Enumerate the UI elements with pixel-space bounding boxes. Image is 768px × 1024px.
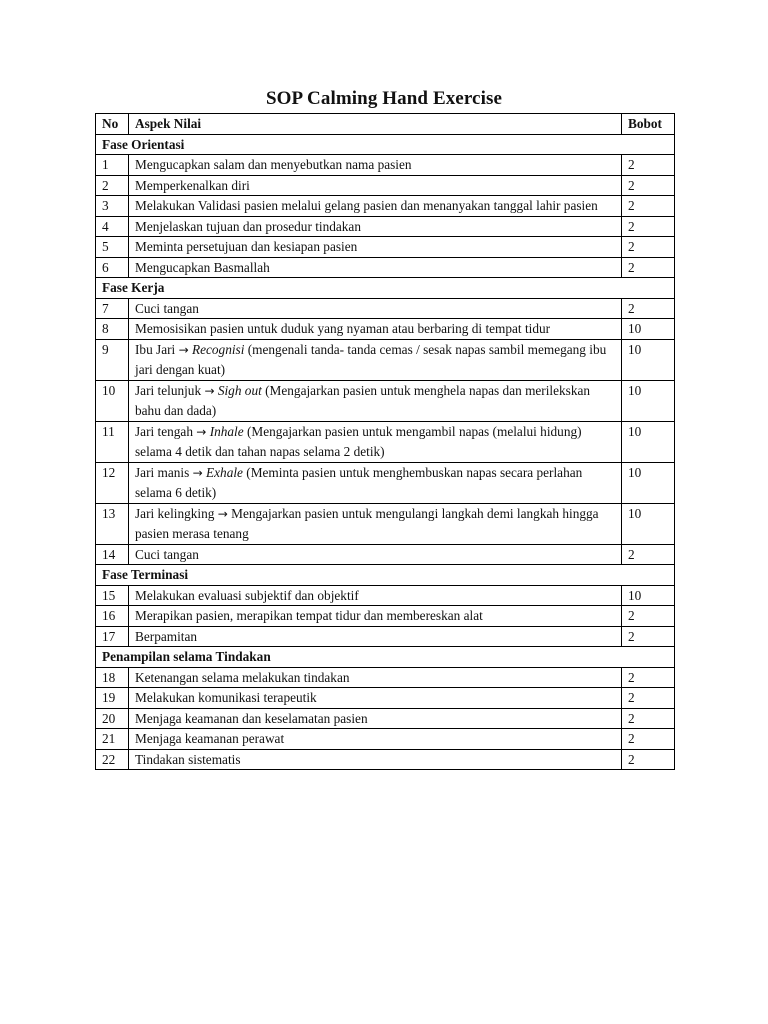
table-row xyxy=(96,667,675,688)
finger-name: Jari manis xyxy=(135,464,190,480)
row-aspek-nilai: Tindakan sistematis xyxy=(129,749,622,770)
row-bobot: 2 xyxy=(622,196,675,217)
row-bobot: 2 xyxy=(622,667,675,688)
row-number: 14 xyxy=(96,544,129,565)
row-number: 20 xyxy=(96,708,129,729)
table-row xyxy=(96,196,675,217)
row-aspek-nilai: Menjelaskan tujuan dan prosedur tindakan xyxy=(129,216,622,237)
technique-description: (Meminta pasien untuk menghembuskan napas secara perlahan selama 6 detik) xyxy=(135,464,583,500)
row-bobot: 2 xyxy=(622,216,675,237)
row-number: 16 xyxy=(96,606,129,627)
table-row xyxy=(96,175,675,196)
row-bobot: 10 xyxy=(622,339,675,380)
row-bobot: 2 xyxy=(622,749,675,770)
row-number: 4 xyxy=(96,216,129,237)
row-bobot: 2 xyxy=(622,626,675,647)
row-bobot: 2 xyxy=(622,544,675,565)
row-aspek-nilai: Mengucapkan Basmallah xyxy=(129,257,622,278)
section-row xyxy=(96,278,675,299)
row-bobot: 2 xyxy=(622,155,675,176)
technique-description: (Mengajarkan pasien untuk mengambil napas (melalui hidung) selama 4 detik dan tahan napas selama 2 detik) xyxy=(135,423,582,459)
arrow-right-icon: → xyxy=(178,342,189,357)
row-aspek-nilai: Menjaga keamanan perawat xyxy=(129,729,622,750)
section-row xyxy=(96,134,675,155)
technique-description: Mengajarkan pasien untuk mengulangi langkah demi langkah hingga pasien merasa tenang xyxy=(135,505,599,541)
row-aspek-nilai: Melakukan evaluasi subjektif dan objektif xyxy=(129,585,622,606)
row-bobot: 2 xyxy=(622,606,675,627)
finger-name: Jari tengah xyxy=(135,423,193,439)
row-number: 15 xyxy=(96,585,129,606)
header-aspek-nilai: Aspek Nilai xyxy=(129,114,622,135)
header-no: No xyxy=(96,114,129,135)
technique-term: Inhale xyxy=(209,423,244,439)
finger-name: Ibu Jari xyxy=(135,341,176,357)
row-bobot: 2 xyxy=(622,708,675,729)
row-bobot: 10 xyxy=(622,319,675,340)
technique-term: Recognisi xyxy=(191,341,245,357)
table-row xyxy=(96,298,675,319)
row-aspek-nilai: Berpamitan xyxy=(129,626,622,647)
table-row xyxy=(96,585,675,606)
document-title: SOP Calming Hand Exercise xyxy=(266,88,502,109)
technique-description: (Mengajarkan pasien untuk menghela napas dan merilekskan bahu dan dada) xyxy=(135,382,591,418)
row-aspek-nilai xyxy=(129,380,622,421)
row-bobot: 10 xyxy=(622,462,675,503)
row-bobot: 2 xyxy=(622,237,675,258)
table-row xyxy=(96,237,675,258)
table-row xyxy=(96,216,675,237)
arrow-right-icon: → xyxy=(196,424,207,439)
row-bobot: 2 xyxy=(622,175,675,196)
table-row xyxy=(96,749,675,770)
row-number: 17 xyxy=(96,626,129,647)
row-number: 21 xyxy=(96,729,129,750)
row-bobot: 10 xyxy=(622,503,675,544)
table-row xyxy=(96,708,675,729)
row-number: 3 xyxy=(96,196,129,217)
row-aspek-nilai: Melakukan komunikasi terapeutik xyxy=(129,688,622,709)
header-bobot: Bobot xyxy=(622,114,675,135)
section-row xyxy=(96,647,675,668)
row-bobot: 2 xyxy=(622,298,675,319)
table-row xyxy=(96,729,675,750)
table-body xyxy=(96,134,675,770)
row-number: 2 xyxy=(96,175,129,196)
row-aspek-nilai: Cuci tangan xyxy=(129,298,622,319)
technique-description: (mengenali tanda- tanda cemas / sesak napas sambil memegang ibu jari dengan kuat) xyxy=(135,341,607,377)
row-number: 7 xyxy=(96,298,129,319)
table-row xyxy=(96,503,675,544)
row-number: 8 xyxy=(96,319,129,340)
row-aspek-nilai xyxy=(129,339,622,380)
row-aspek-nilai xyxy=(129,462,622,503)
arrow-right-icon: → xyxy=(192,465,203,480)
row-number: 10 xyxy=(96,380,129,421)
row-bobot: 2 xyxy=(622,688,675,709)
table-row xyxy=(96,606,675,627)
row-number: 6 xyxy=(96,257,129,278)
row-bobot: 10 xyxy=(622,421,675,462)
row-bobot: 2 xyxy=(622,729,675,750)
table-row xyxy=(96,339,675,380)
table-header-row xyxy=(96,114,675,135)
table-row xyxy=(96,544,675,565)
row-number: 9 xyxy=(96,339,129,380)
row-number: 13 xyxy=(96,503,129,544)
row-aspek-nilai: Memperkenalkan diri xyxy=(129,175,622,196)
row-number: 5 xyxy=(96,237,129,258)
row-aspek-nilai: Melakukan Validasi pasien melalui gelang pasien dan menanyakan tanggal lahir pasien xyxy=(129,196,622,217)
table-row xyxy=(96,688,675,709)
finger-name: Jari telunjuk xyxy=(135,382,202,398)
section-row xyxy=(96,565,675,586)
row-aspek-nilai xyxy=(129,503,622,544)
row-aspek-nilai: Mengucapkan salam dan menyebutkan nama pasien xyxy=(129,155,622,176)
technique-term: Sigh out xyxy=(217,382,262,398)
row-aspek-nilai: Memosisikan pasien untuk duduk yang nyaman atau berbaring di tempat tidur xyxy=(129,319,622,340)
row-number: 12 xyxy=(96,462,129,503)
section-label: Penampilan selama Tindakan xyxy=(96,647,675,668)
sop-table xyxy=(95,113,675,770)
row-aspek-nilai: Merapikan pasien, merapikan tempat tidur dan membereskan alat xyxy=(129,606,622,627)
row-number: 11 xyxy=(96,421,129,462)
table-row xyxy=(96,421,675,462)
table-row xyxy=(96,319,675,340)
row-aspek-nilai: Menjaga keamanan dan keselamatan pasien xyxy=(129,708,622,729)
row-number: 1 xyxy=(96,155,129,176)
section-label: Fase Terminasi xyxy=(96,565,675,586)
row-aspek-nilai: Ketenangan selama melakukan tindakan xyxy=(129,667,622,688)
table-row xyxy=(96,462,675,503)
table-row xyxy=(96,380,675,421)
row-aspek-nilai xyxy=(129,421,622,462)
table-row xyxy=(96,257,675,278)
arrow-right-icon: → xyxy=(204,383,215,398)
technique-term: Exhale xyxy=(206,464,243,480)
row-bobot: 2 xyxy=(622,257,675,278)
row-number: 19 xyxy=(96,688,129,709)
table-row xyxy=(96,626,675,647)
section-label: Fase Orientasi xyxy=(96,134,675,155)
row-bobot: 10 xyxy=(622,380,675,421)
row-number: 22 xyxy=(96,749,129,770)
table-row xyxy=(96,155,675,176)
row-bobot: 10 xyxy=(622,585,675,606)
row-aspek-nilai: Meminta persetujuan dan kesiapan pasien xyxy=(129,237,622,258)
finger-name: Jari kelingking xyxy=(135,505,215,521)
row-aspek-nilai: Cuci tangan xyxy=(129,544,622,565)
section-label: Fase Kerja xyxy=(96,278,675,299)
row-number: 18 xyxy=(96,667,129,688)
arrow-right-icon: → xyxy=(217,506,228,521)
